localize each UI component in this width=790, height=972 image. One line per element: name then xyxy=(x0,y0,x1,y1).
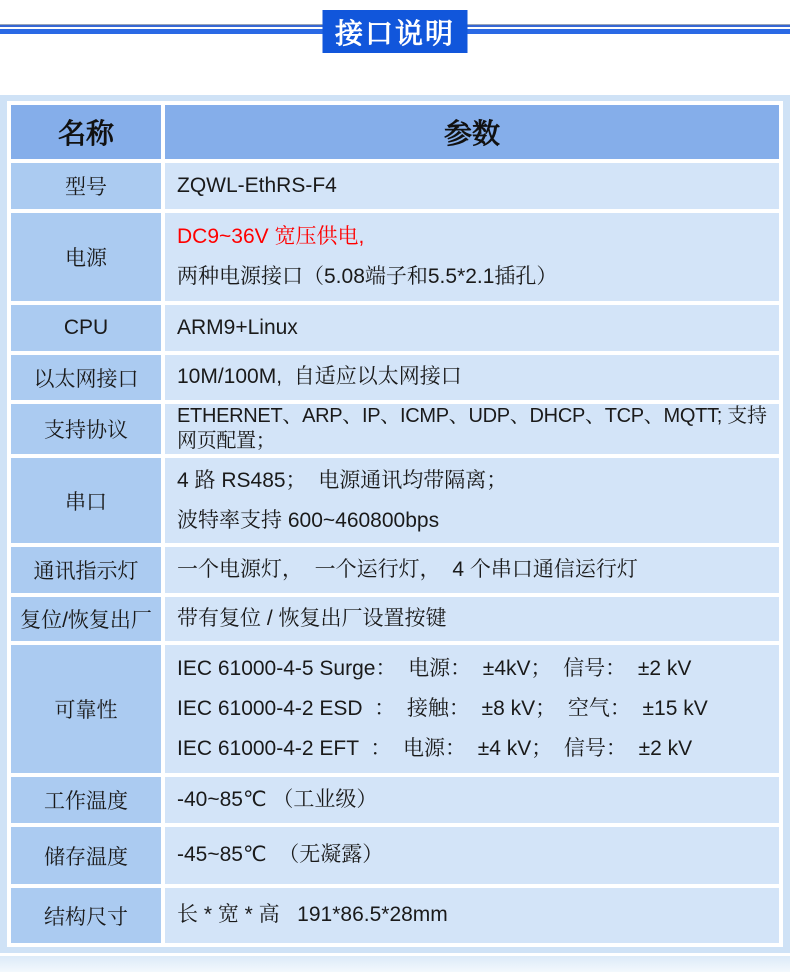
spec-value-line: 4 路 RS485； 电源通讯均带隔离； xyxy=(177,468,508,492)
spec-row-dimensions xyxy=(11,888,779,943)
spec-value-line: 波特率支持 600~460800bps xyxy=(177,508,440,532)
spec-row-model xyxy=(11,163,779,209)
spec-name-cell: 串口 xyxy=(11,458,161,543)
header-params: 参数 xyxy=(165,105,779,159)
spec-name-cell: 支持协议 xyxy=(11,404,161,454)
spec-value-line: 长 * 宽 * 高 191*86.5*28mm xyxy=(177,903,448,927)
spec-value-line: ETHERNET、ARP、IP、ICMP、UDP、DHCP、TCP、MQTT; 支持网页配置； xyxy=(177,405,767,452)
spec-value-line: -40~85℃ （工业级） xyxy=(177,787,378,811)
spec-value-cell xyxy=(165,458,779,543)
spec-value-cell xyxy=(165,888,779,943)
spec-value-cell xyxy=(165,645,779,773)
spec-value-line: IEC 61000-4-2 EFT ： 电源： ±4 kV； 信号： ±2 kV xyxy=(177,737,693,760)
spec-value-line: IEC 61000-4-5 Surge： 电源： ±4kV； 信号： ±2 kV xyxy=(177,657,692,680)
spec-name-cell: 电源 xyxy=(11,213,161,301)
spec-value-line: 10M/100M, 自适应以太网接口 xyxy=(177,365,462,389)
section-title-band xyxy=(0,0,790,53)
spec-value-line: ARM9+Linux xyxy=(177,315,298,339)
spec-row-serial xyxy=(11,458,779,543)
spec-value-line: -45~85℃ （无凝露） xyxy=(177,843,384,867)
spec-name-cell: 以太网接口 xyxy=(11,355,161,400)
spec-table xyxy=(7,101,783,947)
spec-row-reliability xyxy=(11,645,779,773)
spec-value-line: 两种电源接口（5.08端子和5.5*2.1插孔） xyxy=(177,265,558,288)
spec-name-cell: 储存温度 xyxy=(11,827,161,884)
spec-panel xyxy=(0,95,790,953)
spec-value-cell xyxy=(165,355,779,400)
spec-name-cell: 结构尺寸 xyxy=(11,888,161,943)
spec-value-cell xyxy=(165,547,779,593)
spec-name-cell: 通讯指示灯 xyxy=(11,547,161,593)
spec-row-reset xyxy=(11,597,779,641)
spec-value-line: ZQWL-EthRS-F4 xyxy=(177,173,337,197)
spec-value-cell xyxy=(165,777,779,823)
spec-name-cell: 工作温度 xyxy=(11,777,161,823)
spec-value-cell xyxy=(165,404,779,454)
spec-row-ethernet xyxy=(11,355,779,400)
spec-value-cell xyxy=(165,213,779,301)
spec-value-cell xyxy=(165,305,779,351)
spec-row-storage-temp xyxy=(11,827,779,884)
bottom-divider-strip xyxy=(0,956,790,972)
spec-name-cell: 复位/恢复出厂 xyxy=(11,597,161,641)
spec-row-operating-temp xyxy=(11,777,779,823)
spec-row-protocols xyxy=(11,404,779,454)
spec-value-line: 一个电源灯， 一个运行灯， 4 个串口通信运行灯 xyxy=(177,557,638,581)
spec-value-line-highlight: DC9~36V 宽压供电, xyxy=(177,225,365,248)
spec-value-cell xyxy=(165,827,779,884)
spec-row-power xyxy=(11,213,779,301)
spec-row-indicators xyxy=(11,547,779,593)
header-row xyxy=(11,105,779,159)
spec-value-line: 带有复位 / 恢复出厂设置按键 xyxy=(177,606,447,630)
spec-value-line: IEC 61000-4-2 ESD ： 接触： ±8 kV； 空气： ±15 kV xyxy=(177,697,708,720)
section-title-label: 接口说明 xyxy=(334,17,455,49)
section-title xyxy=(323,10,468,53)
spec-value-cell xyxy=(165,597,779,641)
spec-name-cell: 可靠性 xyxy=(11,645,161,773)
spec-name-cell: 型号 xyxy=(11,163,161,209)
spec-value-cell xyxy=(165,163,779,209)
spec-name-cell: CPU xyxy=(11,305,161,351)
header-name: 名称 xyxy=(11,105,161,159)
spec-row-cpu xyxy=(11,305,779,351)
